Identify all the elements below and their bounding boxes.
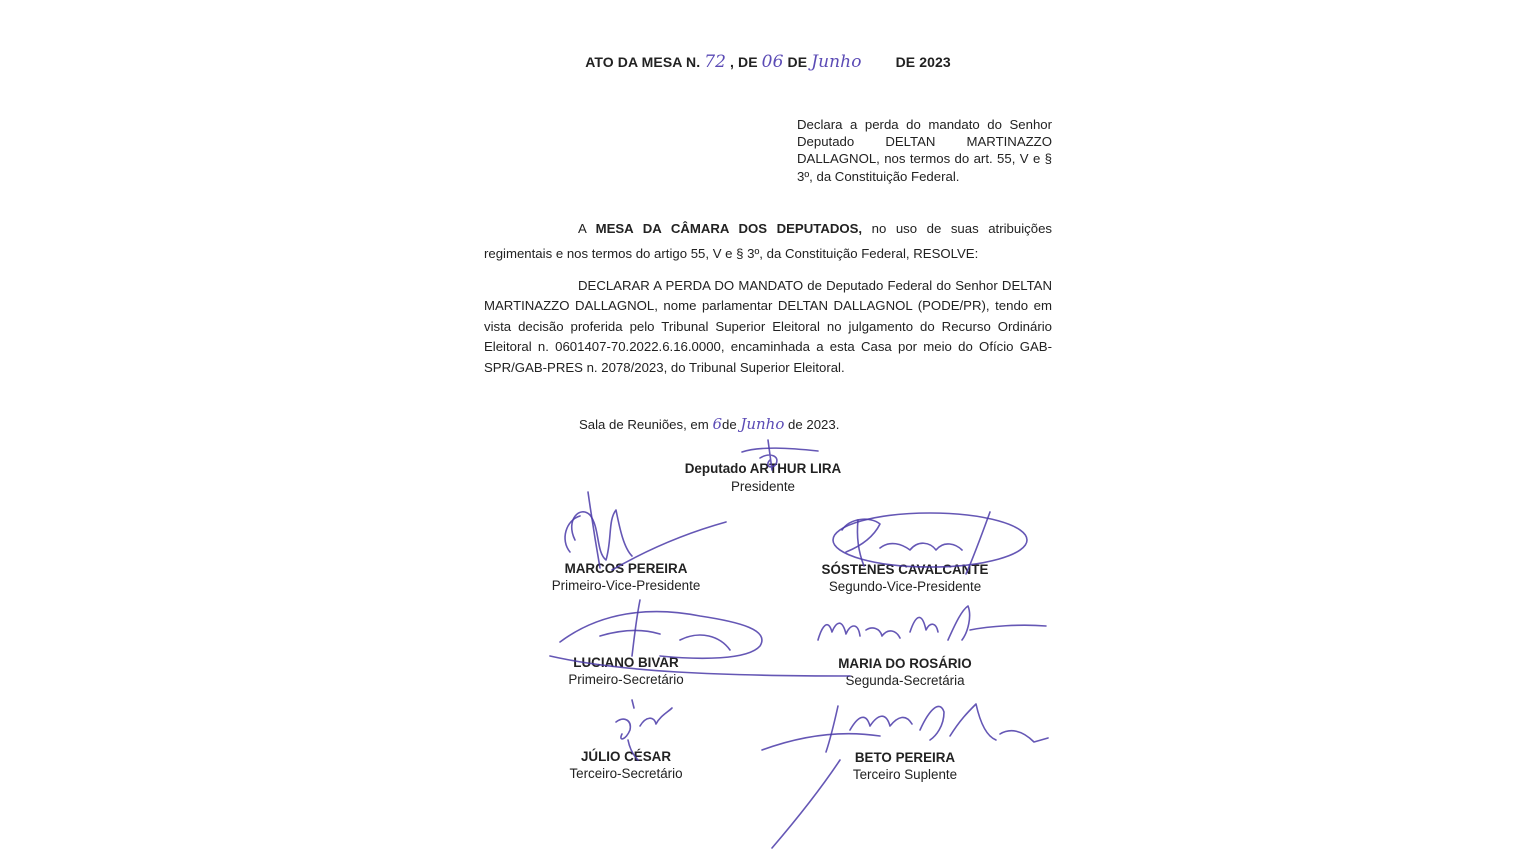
closing-day-handwritten: 6 bbox=[712, 415, 722, 433]
resolution-text: DECLARAR A PERDA DO MANDATO de Deputado Federal do Senhor DELTAN MARTINAZZO DALLAGNOL, nome parlamentar DELTAN DALLAGNOL (PODE/PR), tendo em vista decisão proferida pelo Tribunal Superior Eleitoral no julgamento do Recurso Ordinário Eleitoral n. 0601407-70.2022.6.16.0000, encaminhada a esta Casa por meio do Ofício GAB-SPR/GAB-PRES n. 2078/2023, do Tribunal Superior Eleitoral. bbox=[484, 278, 1052, 375]
signature-block-third-secretary bbox=[476, 749, 776, 781]
signatory-name: LUCIANO BIVAR bbox=[573, 655, 679, 670]
preamble-paragraph bbox=[484, 216, 1052, 266]
signatory-name: BETO PEREIRA bbox=[854, 750, 956, 765]
signatory-role: Presidente bbox=[730, 479, 796, 494]
act-number-handwritten: 72 bbox=[704, 52, 727, 72]
signatory-name: Deputado ARTHUR LIRA bbox=[684, 461, 842, 476]
signatory-role: Segundo-Vice-Presidente bbox=[828, 579, 982, 594]
closing-prefix: Sala de Reuniões, em bbox=[579, 417, 709, 432]
signature-block-second-vice bbox=[755, 562, 1055, 594]
signatory-name: SÓSTENES CAVALCANTE bbox=[821, 562, 989, 577]
act-title-de: , DE bbox=[730, 54, 758, 70]
act-summary: Declara a perda do mandato do Senhor Deputado DELTAN MARTINAZZO DALLAGNOL, nos termos do art. 55, V e § 3º, da Constituição Federal. bbox=[797, 117, 1052, 184]
preamble-lead: A bbox=[578, 221, 596, 236]
closing-suffix: de 2023. bbox=[788, 417, 840, 432]
closing-de: de bbox=[721, 417, 737, 432]
act-year: DE 2023 bbox=[895, 54, 951, 70]
signature-marcos-pereira bbox=[565, 492, 726, 570]
act-title-prefix: ATO DA MESA N. bbox=[585, 54, 701, 70]
act-title-de-month: DE bbox=[787, 54, 808, 70]
signatory-role: Terceiro-Secretário bbox=[569, 766, 683, 781]
signatory-name: JÚLIO CÉSAR bbox=[580, 749, 672, 764]
signature-maria-do-rosario bbox=[818, 606, 1046, 640]
signatory-name: MARIA DO ROSÁRIO bbox=[838, 656, 972, 671]
signatory-name: MARCOS PEREIRA bbox=[564, 561, 688, 576]
signature-block-second-secretary bbox=[755, 656, 1055, 688]
signatory-role: Segunda-Secretária bbox=[845, 673, 965, 688]
signatory-role: Terceiro Suplente bbox=[852, 767, 958, 782]
act-title bbox=[0, 52, 1536, 72]
signatory-role: Primeiro-Vice-Presidente bbox=[551, 578, 701, 593]
preamble-rest: no uso de suas atribuições regimentais e nos termos do artigo 55, V e § 3º, da Constituição Federal, RESOLVE: bbox=[484, 221, 1052, 261]
resolution-paragraph bbox=[484, 276, 1052, 378]
closing-month-handwritten: Junho bbox=[740, 415, 785, 433]
signature-block-first-secretary bbox=[476, 655, 776, 687]
act-day-handwritten: 06 bbox=[761, 52, 784, 72]
act-month-handwritten: Junho bbox=[811, 52, 862, 72]
closing-line bbox=[579, 415, 839, 433]
preamble-body-name: MESA DA CÂMARA DOS DEPUTADOS, bbox=[595, 221, 863, 236]
signature-block-third-substitute bbox=[755, 750, 1055, 782]
signature-block-president bbox=[613, 461, 913, 494]
signatory-role: Primeiro-Secretário bbox=[568, 672, 684, 687]
signature-block-first-vice bbox=[476, 561, 776, 593]
